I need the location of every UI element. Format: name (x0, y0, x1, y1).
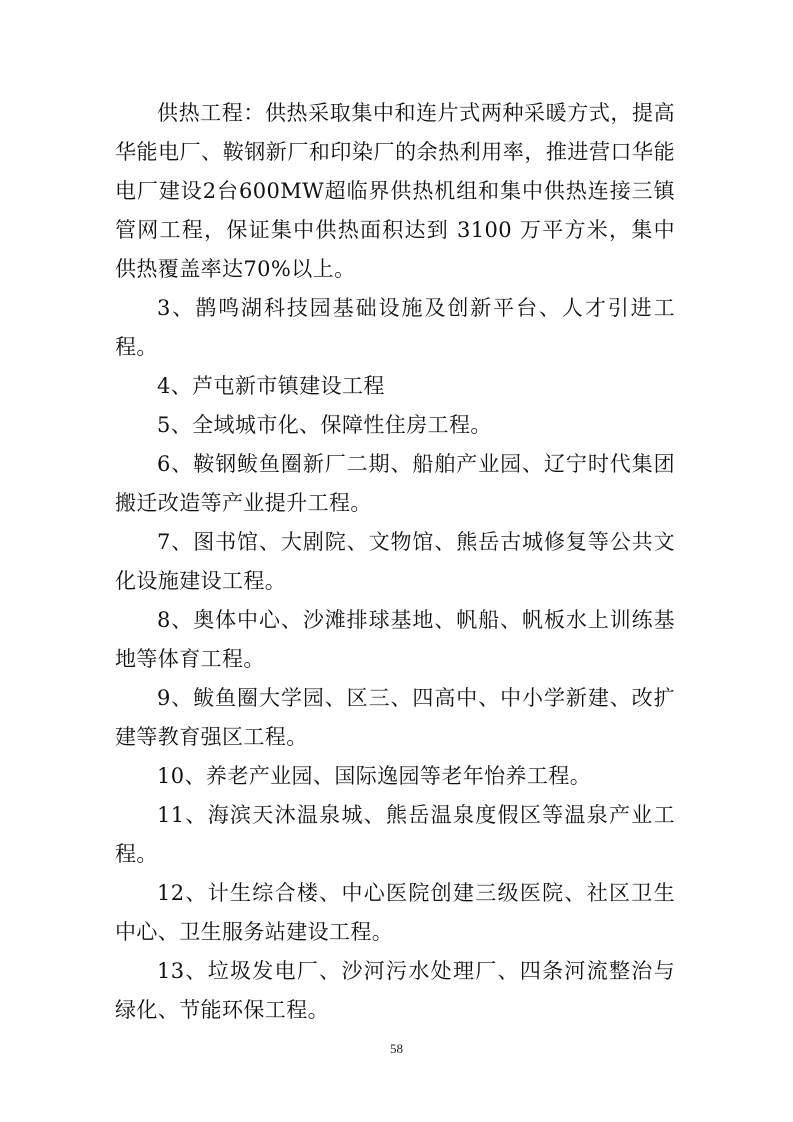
paragraph-heating-project: 供热工程：供热采取集中和连片式两种采暖方式，提高华能电厂、鞍钢新厂和印染厂的余热利用率，推进营口华能电厂建设2台600MW超临界供热机组和集中供热连接三镇管网工程，保证集中供热面积达到 3100 万平方米，集中供热覆盖率达70%以上。 (115, 101, 675, 281)
paragraph-item-5: 5、全域城市化、保障性住房工程。 (157, 413, 492, 437)
document-body (115, 94, 675, 1030)
page-number: 58 (390, 1041, 403, 1056)
paragraph-item-9: 9、鲅鱼圈大学园、区三、四高中、中小学新建、改扩建等教育强区工程。 (115, 686, 675, 749)
paragraph-item-4: 4、芦屯新市镇建设工程 (157, 374, 385, 398)
paragraph-item-10: 10、养老产业园、国际逸园等老年怡养工程。 (157, 764, 592, 788)
paragraph-item-11: 11、海滨天沐温泉城、熊岳温泉度假区等温泉产业工程。 (115, 803, 675, 866)
paragraph-item-7: 7、图书馆、大剧院、文物馆、熊岳古城修复等公共文化设施建设工程。 (115, 530, 675, 593)
paragraph-item-3: 3、鹊鸣湖科技园基础设施及创新平台、人才引进工程。 (115, 296, 675, 359)
paragraph-item-13: 13、垃圾发电厂、沙河污水处理厂、四条河流整治与绿化、节能环保工程。 (115, 959, 675, 1022)
paragraph-item-12: 12、计生综合楼、中心医院创建三级医院、社区卫生中心、卫生服务站建设工程。 (115, 881, 675, 944)
paragraph-item-6: 6、鞍钢鲅鱼圈新厂二期、船舶产业园、辽宁时代集团搬迁改造等产业提升工程。 (115, 452, 675, 515)
paragraph-item-8: 8、奥体中心、沙滩排球基地、帆船、帆板水上训练基地等体育工程。 (115, 608, 675, 671)
